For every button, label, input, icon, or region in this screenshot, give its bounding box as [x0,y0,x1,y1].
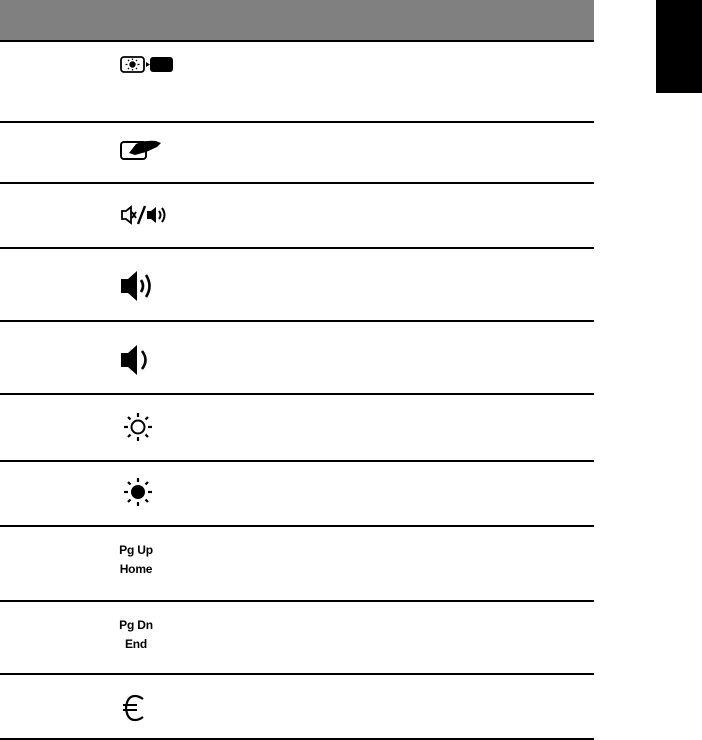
volume-up-icon [120,269,156,308]
end-text: End [124,637,148,651]
speaker-toggle-icon [120,204,170,231]
table-header [0,0,594,40]
brightness-down-icon [120,477,156,512]
row-brightness-down [0,460,594,525]
touchpad-toggle-icon [120,139,162,166]
row-brightness-up [0,393,594,460]
pgup-home-key-label [118,541,154,579]
language-tab [656,0,702,93]
display-toggle-icon [120,56,174,79]
euro-icon [122,694,148,727]
home-text: Home [119,562,153,576]
brightness-up-icon [120,412,156,447]
row-pgdn-end [0,600,594,673]
pgup-text: Pg Up [119,543,153,557]
row-volume-up [0,247,594,320]
pgdn-end-key-label [118,616,154,654]
row-pgup-home [0,525,594,600]
row-touchpad [0,121,594,182]
pgdn-text: Pg Dn [119,618,153,632]
volume-down-icon [120,343,156,382]
row-speaker-toggle [0,182,594,247]
row-display-toggle [0,40,594,121]
row-euro [0,673,594,740]
row-volume-down [0,320,594,393]
